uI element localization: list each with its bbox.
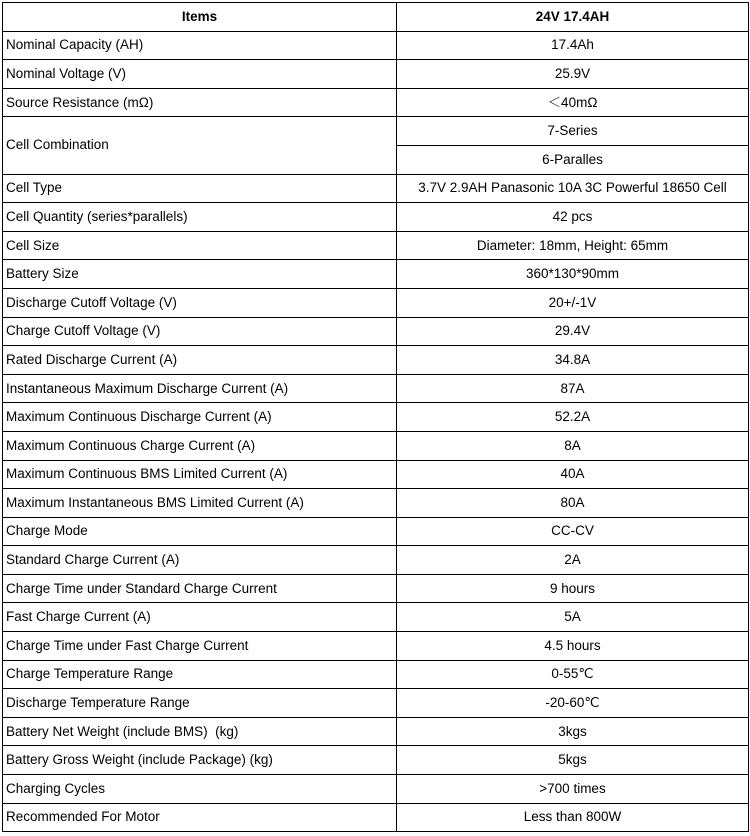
row-label: Battery Gross Weight (include Package) (kg) <box>3 746 397 775</box>
row-label: Nominal Voltage (V) <box>3 60 397 89</box>
row-value: 0-55℃ <box>397 660 749 689</box>
row-label: Maximum Continuous Discharge Current (A) <box>3 403 397 432</box>
table-row <box>3 346 749 375</box>
row-label: Charge Temperature Range <box>3 660 397 689</box>
row-label: Charge Cutoff Voltage (V) <box>3 317 397 346</box>
row-label: Cell Combination <box>3 117 397 174</box>
row-label: Charging Cycles <box>3 775 397 804</box>
table-row <box>3 260 749 289</box>
row-value: 17.4Ah <box>397 31 749 60</box>
table-row <box>3 374 749 403</box>
row-value: 80A <box>397 489 749 518</box>
row-value: Diameter: 18mm, Height: 65mm <box>397 231 749 260</box>
table-row <box>3 689 749 718</box>
row-value: 9 hours <box>397 574 749 603</box>
row-value: >700 times <box>397 775 749 804</box>
row-value: Less than 800W <box>397 803 749 832</box>
row-value: 34.8A <box>397 346 749 375</box>
table-row <box>3 460 749 489</box>
table-row <box>3 517 749 546</box>
table-row <box>3 231 749 260</box>
row-value: 7-Series <box>397 117 749 146</box>
row-value: ＜40mΩ <box>397 88 749 117</box>
table-row <box>3 660 749 689</box>
row-value: 20+/-1V <box>397 288 749 317</box>
row-label: Rated Discharge Current (A) <box>3 346 397 375</box>
row-value: 42 pcs <box>397 203 749 232</box>
table-row <box>3 174 749 203</box>
table-row <box>3 632 749 661</box>
row-label: Charge Time under Fast Charge Current <box>3 632 397 661</box>
row-value: 4.5 hours <box>397 632 749 661</box>
row-label: Battery Size <box>3 260 397 289</box>
table-row <box>3 88 749 117</box>
row-value: 360*130*90mm <box>397 260 749 289</box>
table-row <box>3 288 749 317</box>
table-row <box>3 403 749 432</box>
row-label: Charge Time under Standard Charge Current <box>3 574 397 603</box>
row-label: Maximum Instantaneous BMS Limited Current (A) <box>3 489 397 518</box>
table-row <box>3 117 749 146</box>
table-row <box>3 489 749 518</box>
table-row <box>3 603 749 632</box>
row-label: Standard Charge Current (A) <box>3 546 397 575</box>
row-value: 8A <box>397 431 749 460</box>
spec-table <box>2 2 749 832</box>
row-label: Fast Charge Current (A) <box>3 603 397 632</box>
row-label: Maximum Continuous BMS Limited Current (A) <box>3 460 397 489</box>
row-label: Cell Quantity (series*parallels) <box>3 203 397 232</box>
row-value: 5kgs <box>397 746 749 775</box>
row-value: 25.9V <box>397 60 749 89</box>
table-row <box>3 431 749 460</box>
table-row <box>3 546 749 575</box>
row-value: 2A <box>397 546 749 575</box>
row-value: CC-CV <box>397 517 749 546</box>
table-row <box>3 803 749 832</box>
row-value: 5A <box>397 603 749 632</box>
table-row <box>3 717 749 746</box>
row-label: Discharge Temperature Range <box>3 689 397 718</box>
spec-header: 24V 17.4AH <box>397 3 749 32</box>
table-row <box>3 203 749 232</box>
row-value: 40A <box>397 460 749 489</box>
row-label: Cell Size <box>3 231 397 260</box>
table-row <box>3 31 749 60</box>
table-row <box>3 746 749 775</box>
row-label: Recommended For Motor <box>3 803 397 832</box>
row-label: Discharge Cutoff Voltage (V) <box>3 288 397 317</box>
row-label: Instantaneous Maximum Discharge Current (A) <box>3 374 397 403</box>
row-value: 87A <box>397 374 749 403</box>
table-row <box>3 775 749 804</box>
row-value: 3kgs <box>397 717 749 746</box>
row-value: -20-60℃ <box>397 689 749 718</box>
row-label: Maximum Continuous Charge Current (A) <box>3 431 397 460</box>
table-row <box>3 60 749 89</box>
row-value: 29.4V <box>397 317 749 346</box>
row-label: Charge Mode <box>3 517 397 546</box>
row-label: Battery Net Weight (include BMS) (kg) <box>3 717 397 746</box>
row-value: 52.2A <box>397 403 749 432</box>
row-label: Source Resistance (mΩ) <box>3 88 397 117</box>
table-row <box>3 574 749 603</box>
row-value: 6-Paralles <box>397 145 749 174</box>
row-label: Nominal Capacity (AH) <box>3 31 397 60</box>
items-header: Items <box>3 3 397 32</box>
table-row <box>3 317 749 346</box>
header-row <box>3 3 749 32</box>
row-value: 3.7V 2.9AH Panasonic 10A 3C Powerful 18650 Cell <box>397 174 749 203</box>
row-label: Cell Type <box>3 174 397 203</box>
